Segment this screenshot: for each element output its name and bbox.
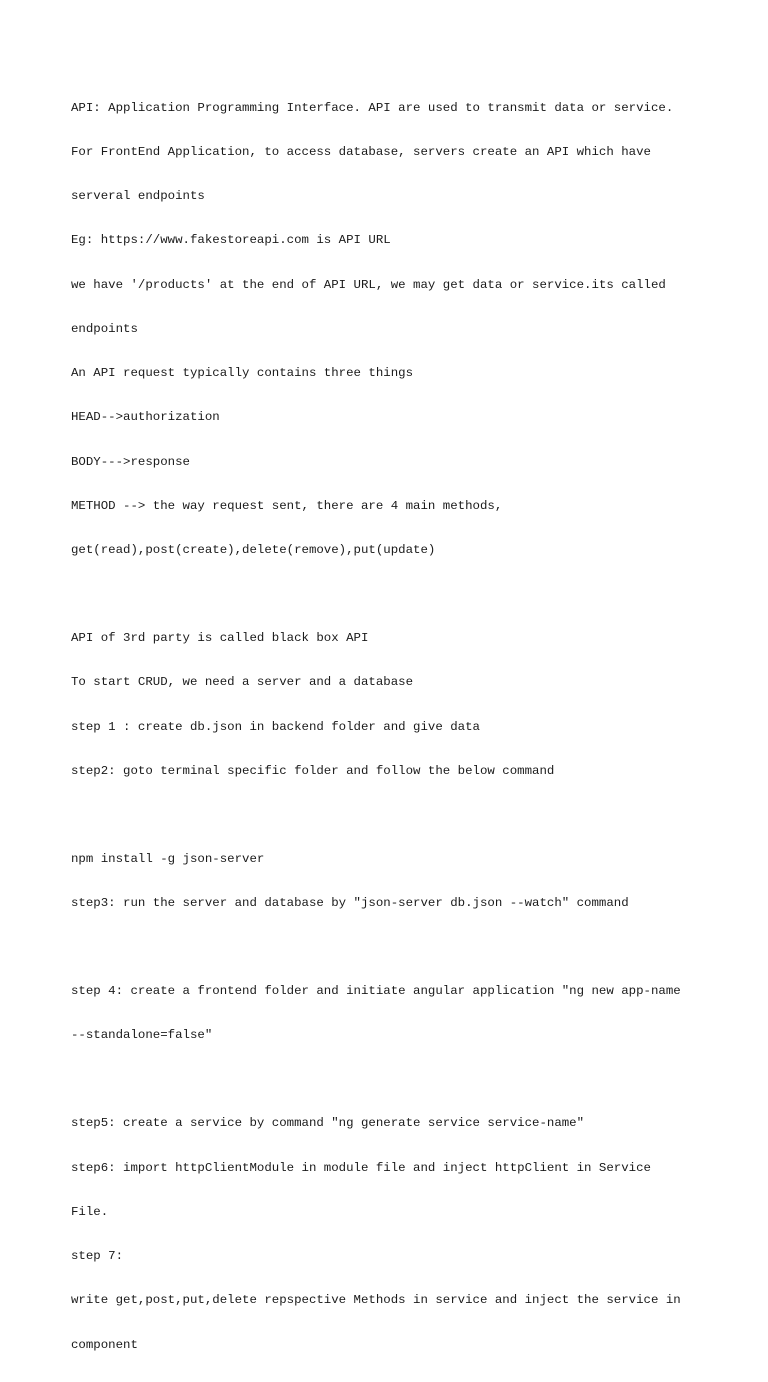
text-line: npm install -g json-server (71, 851, 265, 866)
text-line: Eg: https://www.fakestoreapi.com is API URL (71, 233, 391, 248)
paragraph-gap (71, 587, 711, 601)
text-line: step 7: (71, 1249, 124, 1263)
text-line: BODY--->response (71, 454, 190, 469)
paragraph-gap (71, 1073, 711, 1087)
text-line: write get,post,put,delete repspective Methods in service and inject the service in (71, 1293, 681, 1308)
text-line: For FrontEnd Application, to access database, servers create an API which have (71, 144, 651, 159)
text-line: step2: goto terminal specific folder and follow the below command (71, 763, 555, 778)
text-line: component (71, 1337, 138, 1352)
text-line: API of 3rd party is called black box API (71, 631, 369, 645)
text-line: --standalone=false" (71, 1028, 213, 1043)
document-text (71, 71, 711, 1382)
text-line: step5: create a service by command "ng generate service service-name" (71, 1116, 585, 1131)
paragraph-gap (71, 808, 711, 822)
text-line: step 4: create a frontend folder and initiate angular application "ng new app-name (71, 984, 681, 998)
text-line: File. (71, 1204, 109, 1219)
text-line: To start CRUD, we need a server and a database (71, 675, 414, 690)
text-line: we have '/products' at the end of API URL, we may get data or service.its called (71, 277, 666, 292)
text-line: step3: run the server and database by "json-server db.json --watch" command (71, 896, 629, 910)
text-line: endpoints (71, 321, 138, 336)
text-line: step 1 : create db.json in backend folder and give data (71, 719, 480, 734)
text-line: HEAD-->authorization (71, 410, 220, 425)
text-line: An API request typically contains three things (71, 366, 414, 380)
text-line: step6: import httpClientModule in module file and inject httpClient in Service (71, 1160, 651, 1175)
text-line: get(read),post(create),delete(remove),put(update) (71, 543, 436, 557)
text-line: METHOD --> the way request sent, there are 4 main methods, (71, 498, 503, 513)
text-line: API: Application Programming Interface. API are used to transmit data or service. (71, 100, 674, 115)
text-line: serveral endpoints (71, 189, 205, 203)
paragraph-gap (71, 940, 711, 954)
